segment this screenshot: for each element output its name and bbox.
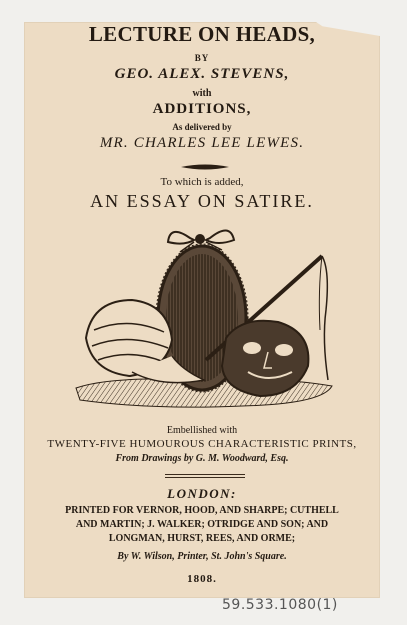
printer-credit: By W. Wilson, Printer, St. John's Square. — [117, 551, 287, 562]
double-rule-bottom — [165, 477, 245, 478]
imprint-line: LONGMAN, HURST, REES, AND ORME; — [108, 533, 296, 544]
author-name: GEO. ALEX. STEVENS, — [114, 66, 290, 82]
delivered-label: As delivered by — [172, 122, 232, 132]
imprint-line: AND MARTIN; J. WALKER; OTRIDGE AND SON; AND — [75, 519, 329, 530]
embellished-label: Embellished with — [166, 425, 238, 436]
engraving-illustration-icon — [72, 220, 336, 420]
publishers-imprint — [24, 504, 380, 546]
book-title: LECTURE ON HEADS, — [88, 22, 316, 46]
essay-title: AN ESSAY ON SATIRE. — [90, 191, 314, 211]
accession-number: 59.533.1080(1) — [222, 597, 338, 613]
deliverer-name: MR. CHARLES LEE LEWES. — [99, 135, 305, 151]
publication-year: 1808. — [187, 573, 217, 585]
by-label: BY — [194, 53, 210, 63]
added-label: To which is added, — [160, 176, 244, 188]
imprint-line: PRINTED FOR VERNOR, HOOD, AND SHARPE; CUTHELL — [65, 505, 339, 516]
drawings-credit: From Drawings by G. M. Woodward, Esq. — [115, 453, 289, 464]
with-label: with — [192, 88, 212, 99]
prints-description: TWENTY-FIVE HUMOUROUS CHARACTERISTIC PRINTS, — [47, 438, 357, 450]
double-rule-top — [165, 474, 245, 475]
ornament-divider-icon — [181, 163, 229, 171]
imprint-place: LONDON: — [167, 486, 237, 501]
additions-heading: ADDITIONS, — [152, 101, 252, 117]
